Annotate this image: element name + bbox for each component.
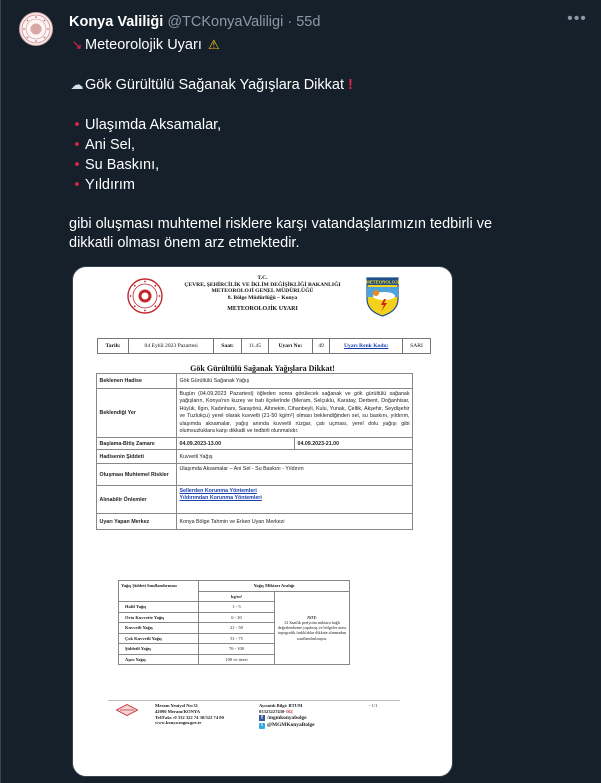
- round-pushpin-icon: •: [73, 158, 81, 173]
- measures-links: [177, 486, 413, 514]
- time-value: 11.45: [241, 339, 268, 354]
- severity-value: Kuvvetli Yağış: [177, 450, 413, 464]
- risk-text: Yıldırım: [85, 177, 135, 193]
- line-headline: [69, 75, 569, 95]
- footer-info-label: Ayrıntılı Bilgi: BTUM: [259, 703, 303, 708]
- severity-row-label: Çok Kuvvetli Yağış: [119, 633, 199, 644]
- header-tc: T.C.: [257, 275, 268, 281]
- footer-phone: Tel/Faks :0 332 322 74 30/322 74 00: [155, 714, 224, 720]
- twitter-icon: t: [259, 723, 265, 729]
- round-pushpin-icon: •: [73, 178, 81, 193]
- footer-info-phone: 03323227430-: [259, 708, 286, 714]
- note-title: NOT:: [307, 614, 317, 620]
- header-directorate: METEOROLOJİ GENEL MÜDÜRLÜĞÜ: [211, 288, 314, 295]
- header-ministry: ÇEVRE, ŞEHİRCİLİK VE İKLİM DEĞİŞİKLİĞİ BAKANLIĞI: [184, 281, 341, 288]
- facebook-icon: f: [259, 715, 265, 721]
- footer-page-number: - 1/1: [369, 703, 378, 708]
- footer-web: www.konya.mgm.gov.tr: [155, 720, 202, 726]
- meteorology-shield-logo-icon: [366, 277, 399, 317]
- unit-header: kg/m²: [199, 591, 275, 602]
- place-value: Bugün (04.09.2023 Pazartesi) öğleden sonra görülecek sağanak ve gök gürültülü sağanak yağışların, Konya'nın kuzey ve batı ilçelerinde (Meram, Selçuklu, Karatay, Derbent, Doğanhisar, Hüyük, Ilgın, Kadınhanı, Sarayönü, Altınekin, Cihanbeyli, Kulu, Yunak, Çeltik, Akşehir, Seydişehir ve Tuzlukçu) yerel olarak kuvvetli (21-50 kg/m²) olması beklendiğinden sel, su baskını, yıldırım, ulaşımda aksamalar, yağış anında kuvvetli rüzgar, çatı uçması, yerel dolu yağışı gibi olumsuzluklara karşı dikkatli ve tedbirli olunmalıdır.: [177, 389, 413, 438]
- warning-icon: ⚠: [208, 38, 220, 53]
- author-handle[interactable]: @TCKonyaValiligi: [167, 14, 284, 30]
- mgm-diamond-logo-icon: [116, 704, 138, 716]
- risk-text: Ulaşımda Aksamalar,: [85, 117, 222, 133]
- time-label: Saat:: [214, 339, 241, 354]
- risk-item: [69, 115, 569, 135]
- risk-item: [69, 175, 569, 195]
- place-label: Beklendiği Yer: [97, 389, 177, 438]
- line-title: [69, 35, 569, 55]
- warning-no-value: 49: [312, 339, 330, 354]
- round-pushpin-icon: •: [73, 138, 81, 153]
- severity-classification-table: [118, 580, 350, 665]
- amount-col-header: Yağış Miktarı Aralığı: [199, 581, 350, 592]
- footer-contact: [259, 703, 315, 729]
- date-value: 04 Eylül 2023 Pazartesi: [129, 339, 214, 354]
- svg-text:METEOROLOJİ: METEOROLOJİ: [366, 279, 399, 285]
- warning-document: [73, 267, 452, 776]
- period-start: 04.09.2023-13.00: [177, 438, 295, 450]
- severity-row-range: 100 ve üzeri: [199, 654, 275, 665]
- document-title: METEOROLOJİK UYARI: [227, 306, 298, 313]
- note-text: 12 Saatlik periyotta miktara bağlı değerlendirme yapılmış ve bölgeler arası topografik farklılıklar dikkate alınmadan sınıflandırılmıştır.: [277, 619, 347, 641]
- severity-row-label: Şiddetli Yağış: [119, 644, 199, 655]
- severity-note: [275, 591, 350, 665]
- footer-twitter: @MGMKonyaBolge: [267, 721, 315, 728]
- title-text: Meteorolojik Uyarı: [85, 37, 202, 53]
- flood-protection-link: Sellerden Korunma Yöntemleri: [179, 487, 257, 494]
- author-name[interactable]: Konya Valiliği: [69, 14, 164, 30]
- color-code-value: SARI: [403, 339, 431, 354]
- tweet-header: [69, 13, 320, 31]
- severity-row-range: 21 - 50: [199, 623, 275, 634]
- footer-address2: 42090 Meram/KONYA: [155, 708, 201, 714]
- header-regional: 8. Bölge Müdürlüğü – Konya: [227, 294, 298, 301]
- severity-row-label: Aşırı Yağış: [119, 654, 199, 665]
- risk-text: Ani Sel,: [85, 137, 135, 153]
- footer-address: [155, 703, 224, 726]
- measures-label: Alınabilir Önlemler: [97, 486, 177, 514]
- attached-image[interactable]: [72, 266, 453, 777]
- risks-value: Ulaşımda Aksamalar – Ani Sel - Su Baskını - Yıldırım: [177, 464, 413, 486]
- pushpin-icon: ↘: [71, 38, 83, 53]
- risk-text: Su Baskını,: [85, 157, 160, 173]
- ellipsis-icon[interactable]: •••: [567, 10, 587, 27]
- severity-row-label: Hafif Yağış: [119, 602, 199, 613]
- warning-no-label: Uyarı No:: [269, 339, 312, 354]
- cloud-rain-icon: ☁: [70, 78, 84, 93]
- konya-governorship-seal-icon: [21, 14, 51, 44]
- lightning-protection-link: Yıldırımdan Korunma Yöntemleri: [179, 494, 262, 501]
- severity-row-label: Orta Kuvvette Yağış: [119, 612, 199, 623]
- info-table: [97, 338, 431, 354]
- severity-row-range: 6 - 20: [199, 612, 275, 623]
- color-code-link: Uyarı Renk Kodu:: [330, 339, 403, 354]
- headline-text: Gök Gürültülü Sağanak Yağışlara Dikkat: [85, 77, 344, 93]
- document-subtitle: Gök Gürültülü Sağanak Yağışlara Dikkat!: [190, 364, 335, 373]
- severity-row-range: 76 - 100: [199, 644, 275, 655]
- timestamp[interactable]: 55d: [296, 14, 321, 30]
- severity-label: Hadisenin Şiddeti: [97, 450, 177, 464]
- event-value: Gök Gürültülü Sağanak Yağış: [177, 374, 413, 389]
- footer-info-ext: 162: [285, 708, 293, 714]
- avatar[interactable]: [19, 12, 53, 46]
- event-label: Beklenen Hadise: [97, 374, 177, 389]
- severity-col-header: Yağış Şiddeti Sınıflandırması: [119, 581, 199, 602]
- footer-divider: [108, 700, 400, 701]
- center-label: Uyarı Yapan Merkez: [97, 514, 177, 530]
- tweet-text: [69, 35, 569, 253]
- date-label: Tarih:: [98, 339, 129, 354]
- exclamation-icon: !: [344, 77, 353, 93]
- warning-details-table: [96, 373, 413, 530]
- risks-label: Oluşması Muhtemel Riskler: [97, 464, 177, 486]
- footer-facebook: /mgmkonyabolge: [267, 714, 307, 721]
- closing-text: gibi oluşması muhtemel risklere karşı vatandaşlarımızın tedbirli ve dikkatli olması önem arz etmektedir.: [69, 216, 493, 251]
- risk-item: [69, 155, 569, 175]
- severity-row-range: 1 - 5: [199, 602, 275, 613]
- period-end: 04.09.2023-21.00: [295, 438, 413, 450]
- round-pushpin-icon: •: [73, 118, 81, 133]
- severity-row-range: 51 - 75: [199, 633, 275, 644]
- risk-item: [69, 135, 569, 155]
- severity-row-label: Kuvvetli Yağış: [119, 623, 199, 634]
- period-label: Başlama-Bitiş Zamanı: [97, 438, 177, 450]
- center-value: Konya Bölge Tahmin ve Erken Uyarı Merkezi: [177, 514, 413, 530]
- footer-address1: Meram Yeniyol No:31: [155, 703, 198, 708]
- separator: ·: [287, 14, 293, 30]
